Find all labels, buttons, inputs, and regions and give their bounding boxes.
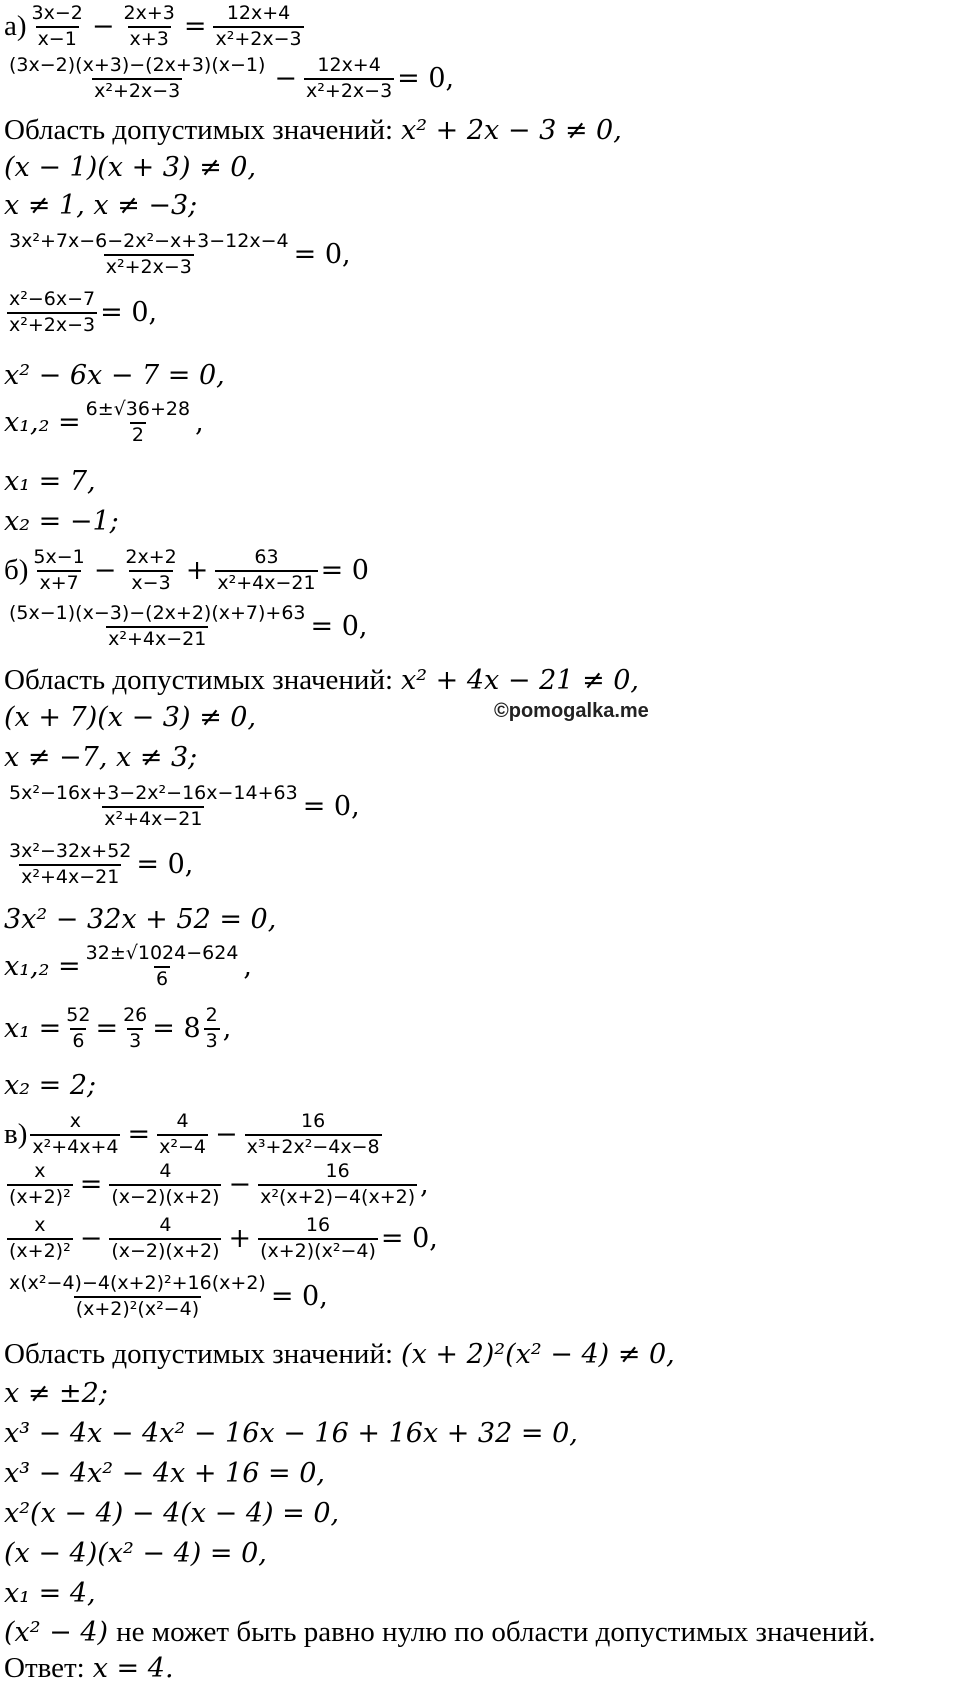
numerator: 4 — [159, 1214, 172, 1236]
part-b-label: б) — [4, 554, 29, 587]
fraction — [304, 56, 394, 102]
root-2: x₂ = 2; — [4, 1070, 97, 1101]
numerator: 52 — [66, 1004, 91, 1026]
fraction — [157, 1112, 208, 1158]
fraction — [258, 1216, 378, 1262]
tail: , — [222, 1013, 232, 1045]
restriction-line: x ≠ ±2; — [4, 1378, 108, 1409]
numerator: 12x+4 — [226, 2, 291, 24]
numerator: 5x−1 — [33, 546, 85, 568]
fraction — [7, 1274, 268, 1320]
numerator: 3x²+7x−6−2x²−x+3−12x−4 — [9, 230, 289, 252]
fraction — [7, 290, 97, 336]
fraction — [109, 1216, 221, 1262]
denominator: x−3 — [131, 571, 171, 594]
denominator: 6 — [72, 1029, 85, 1052]
rhs: = 0, — [380, 1223, 438, 1255]
denominator: (x+2)²(x²−4) — [75, 1297, 200, 1320]
numerator: x — [34, 1214, 46, 1236]
watermark: ©pomogalka.me — [494, 700, 649, 722]
numerator: 12x+4 — [317, 54, 381, 76]
part-a-combined: $\frac{(3x-2)(x+3)-(2x+3)(x-1)}{\text{x²+2x−3}}$ − $\frac{12x+4}{\text{x²+2x−3}}$ = 0, — [9, 54, 455, 102]
numerator: (3x−2)(x+3)−(2x+3)(x−1) — [9, 54, 266, 76]
numerator: (5x−1)(x−3)−(2x+2)(x+7)+63 — [9, 602, 306, 624]
denominator: 3 — [205, 1029, 218, 1052]
root-1: x₁ = 4, — [4, 1578, 96, 1609]
odz-label: Область допустимых значений: — [4, 664, 394, 696]
part-b-combined — [4, 604, 367, 650]
denominator: x²+2x−3 — [215, 27, 302, 50]
fraction — [123, 548, 178, 594]
part-c-label: в) — [4, 1118, 28, 1151]
factored-line: (x + 7)(x − 3) ≠ 0, — [4, 702, 257, 733]
denominator: x+3 — [129, 27, 169, 50]
part-a-simplified — [4, 290, 157, 336]
tail: , — [420, 1169, 429, 1201]
roots-lhs: x₁,₂ = — [4, 407, 81, 439]
part-b-root-1 — [4, 1006, 231, 1052]
numerator: 6±√36+28 — [85, 398, 191, 420]
denominator: x²+4x−21 — [104, 807, 203, 830]
numerator: 4 — [159, 1160, 172, 1182]
part-b-equation: б) $\frac{5x-1}{x+7}$ − $\frac{2x+2}{x-3}$ + $\frac{63}{\text{x²+4x−21}}$ = 0 — [4, 546, 369, 594]
fraction — [84, 944, 241, 990]
fraction — [7, 604, 308, 650]
odz-expression: x² + 4x − 21 ≠ 0, — [401, 665, 639, 696]
quadratic-line: x² − 6x − 7 = 0, — [4, 360, 225, 391]
denominator: x²+4x+4 — [32, 1135, 119, 1158]
fraction — [7, 1216, 73, 1262]
quadratic-line: 3x² − 32x + 52 = 0, — [4, 904, 277, 935]
numerator: 2x+2 — [125, 546, 177, 568]
roots-lhs: x₁,₂ = — [4, 951, 81, 983]
answer-label: Ответ: — [4, 1652, 85, 1684]
fraction — [109, 1162, 221, 1208]
equals: = — [95, 1013, 119, 1045]
denominator: (x−2)(x+2) — [111, 1239, 220, 1262]
rhs: = 0, — [302, 791, 360, 823]
denominator: x²+4x−21 — [108, 627, 207, 650]
numerator: 26 — [123, 1004, 148, 1026]
odz-label: Область допустимых значений: — [4, 114, 394, 146]
rhs: = 0, — [136, 849, 194, 881]
fraction — [213, 4, 303, 50]
denominator: x²+4x−21 — [21, 865, 120, 888]
part-a-roots-formula — [4, 400, 204, 446]
expanded-line: x³ − 4x − 4x² − 16x − 16 + 16x + 32 = 0, — [4, 1418, 578, 1449]
numerator: 3x−2 — [31, 2, 83, 24]
denominator: x−1 — [37, 27, 77, 50]
denominator: x³+2x²−4x−8 — [246, 1135, 380, 1158]
fraction — [64, 1006, 92, 1052]
numerator: 32±√1024−624 — [85, 942, 239, 964]
part-c-combined — [4, 1274, 328, 1320]
cubic-line: x³ − 4x² − 4x + 16 = 0, — [4, 1458, 325, 1489]
fraction — [204, 1006, 220, 1052]
grouping-line: x²(x − 4) − 4(x − 4) = 0, — [4, 1498, 340, 1529]
part-b-roots-formula — [4, 944, 252, 990]
restriction-line: x ≠ −7, x ≠ 3; — [4, 742, 198, 773]
fraction — [30, 4, 85, 50]
fraction — [245, 1112, 382, 1158]
fraction — [7, 842, 133, 888]
denominator: x²+2x−3 — [105, 255, 192, 278]
denominator: (x+2)(x²−4) — [260, 1239, 376, 1262]
note-text: не может быть равно нулю по области допустимых значений. — [116, 1616, 876, 1648]
odz-expression: x² + 2x − 3 ≠ 0, — [401, 115, 622, 146]
fraction — [121, 1006, 149, 1052]
fraction — [7, 56, 267, 102]
fraction — [7, 232, 291, 278]
denominator: x²+2x−3 — [94, 79, 181, 102]
fraction — [30, 1112, 120, 1158]
tail: , — [243, 951, 253, 983]
fraction — [122, 4, 177, 50]
fraction — [84, 400, 192, 446]
denominator: (x−2)(x+2) — [111, 1185, 220, 1208]
rhs: = 0, — [100, 297, 158, 329]
numerator: 5x²−16x+3−2x²−16x−14+63 — [9, 782, 298, 804]
numerator: 16 — [305, 1214, 331, 1236]
root-2: x₂ = −1; — [4, 506, 119, 537]
numerator: 2x+3 — [123, 2, 175, 24]
answer — [4, 1652, 174, 1685]
part-c-moved: $\frac{x}{\text{(x+2)²}}$ − $\frac{4}{(x-2)(x+2)}$ + $\frac{16}{\text{(x+2)(x²−4)}}$ = 0, — [9, 1214, 438, 1262]
fraction — [31, 548, 86, 594]
denominator: 3 — [129, 1029, 142, 1052]
root-lhs: x₁ = — [4, 1013, 62, 1045]
part-c-equation: в) $\frac{x}{\text{x²+4x+4}}$ = $\frac{4}{\text{x²−4}}$ − $\frac{16}{\text{x³+2x²−4x−8}}$ — [4, 1110, 380, 1158]
rhs: = 0, — [270, 1281, 328, 1313]
denominator: x²+4x−21 — [217, 571, 316, 594]
denominator: (x+2)² — [9, 1239, 71, 1262]
numerator: 63 — [254, 546, 279, 568]
equals-mixed: = 8 — [152, 1013, 201, 1045]
rhs: = 0 — [320, 555, 369, 587]
note-expression: (x² − 4) — [4, 1617, 109, 1648]
denominator: 6 — [156, 967, 169, 990]
denominator: x²−4 — [159, 1135, 206, 1158]
denominator: x+7 — [39, 571, 79, 594]
denominator: x²+2x−3 — [306, 79, 393, 102]
answer-expression: x = 4. — [92, 1653, 174, 1684]
part-b-numerator-expanded — [4, 784, 360, 830]
fraction — [258, 1162, 417, 1208]
odz-label: Область допустимых значений: — [4, 1338, 394, 1370]
part-b-simplified — [4, 842, 193, 888]
denominator: 2 — [131, 423, 144, 446]
part-a-odz — [4, 114, 622, 147]
numerator: 16 — [325, 1160, 350, 1182]
factored-line: (x − 1)(x + 3) ≠ 0, — [4, 152, 257, 183]
part-b-odz — [4, 664, 639, 697]
denominator: x²(x+2)−4(x+2) — [260, 1185, 416, 1208]
rhs: = 0, — [397, 63, 455, 95]
part-a-label: а) — [4, 10, 27, 43]
rhs: = 0, — [310, 611, 368, 643]
part-c-odz — [4, 1338, 675, 1371]
part-c-factored-denominators: $\frac{x}{\text{(x+2)²}}$ = $\frac{4}{(x-2)(x+2)}$ − $\frac{16}{\text{x²(x+2)−4(x+2)}}$ , — [9, 1160, 429, 1208]
denominator: (x+2)² — [9, 1185, 71, 1208]
restriction-line: x ≠ 1, x ≠ −3; — [4, 190, 198, 221]
odz-expression: (x + 2)²(x² − 4) ≠ 0, — [401, 1339, 675, 1370]
numerator: 3x²−32x+52 — [9, 840, 132, 862]
numerator: x — [34, 1160, 46, 1182]
numerator: x²−6x−7 — [9, 288, 96, 310]
rhs: = 0, — [293, 239, 351, 271]
numerator: 4 — [176, 1110, 189, 1132]
numerator: 16 — [301, 1110, 326, 1132]
fraction — [215, 548, 317, 594]
part-a-numerator-expanded — [4, 232, 351, 278]
part-c-note — [4, 1616, 876, 1649]
factored-line: (x − 4)(x² − 4) = 0, — [4, 1538, 267, 1569]
numerator: 2 — [205, 1004, 218, 1026]
tail: , — [195, 407, 204, 439]
numerator: x — [69, 1110, 82, 1132]
denominator: x²+2x−3 — [9, 313, 96, 336]
part-a-equation: а) $\frac{3x-2}{x-1}$ − $\frac{2x+3}{x+3}$ = $\frac{12x+4}{\text{x²+2x−3}}$ — [4, 2, 302, 50]
numerator: x(x²−4)−4(x+2)²+16(x+2) — [9, 1272, 266, 1294]
fraction — [7, 1162, 73, 1208]
root-1: x₁ = 7, — [4, 466, 96, 497]
fraction — [7, 784, 300, 830]
